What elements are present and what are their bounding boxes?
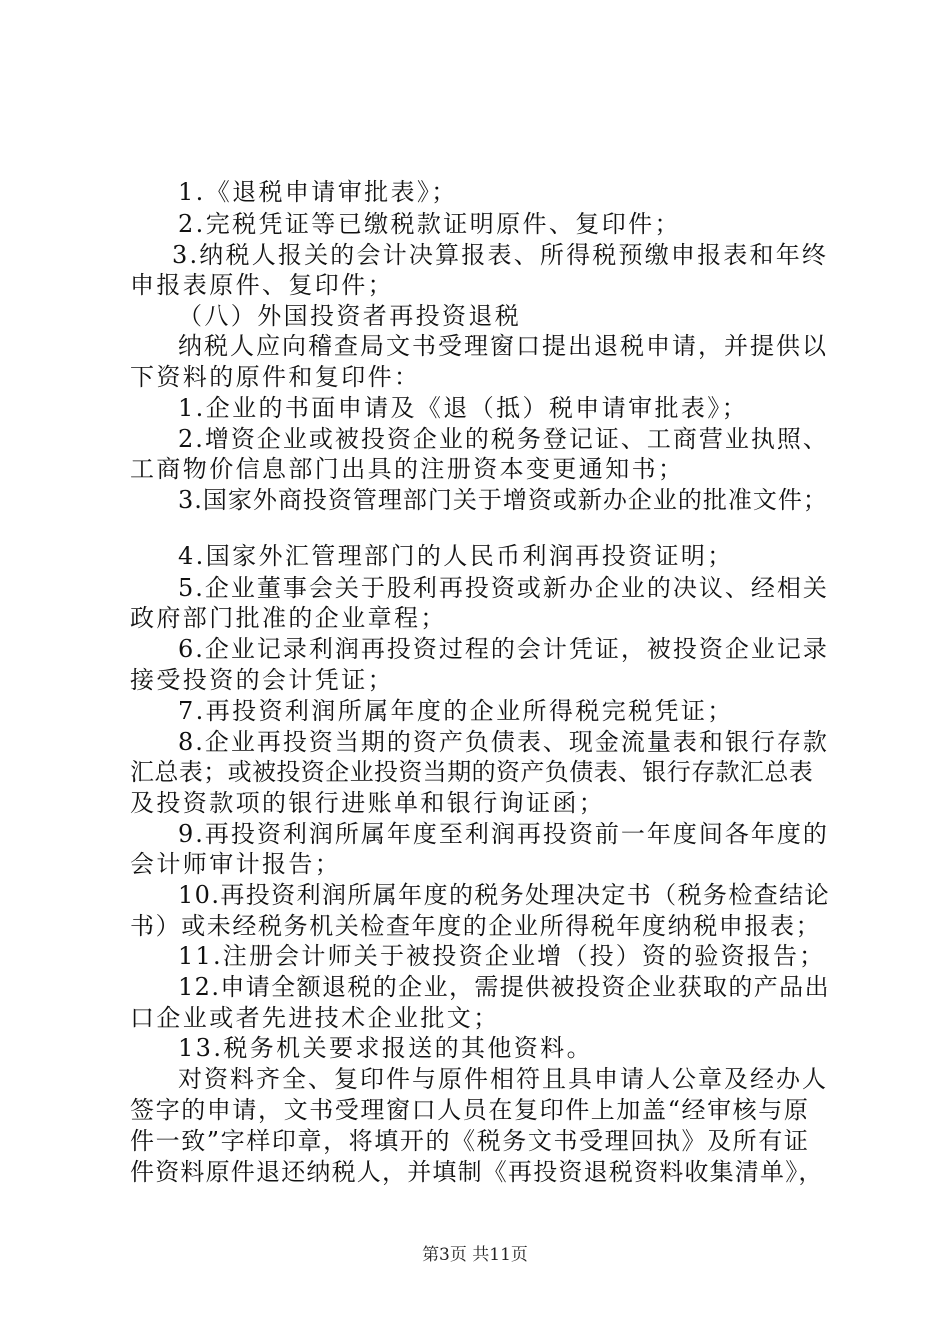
text-line: 2.完税凭证等已缴税款证明原件、复印件； bbox=[178, 210, 681, 238]
text-line: 8.企业再投资当期的资产负债表、现金流量表和银行存款 bbox=[178, 728, 829, 756]
text-line: 件一致”字样印章，将填开的《税务文书受理回执》及所有证 bbox=[130, 1127, 810, 1155]
text-line: 11.注册会计师关于被投资企业增（投）资的验资报告； bbox=[178, 942, 826, 970]
text-line: 下资料的原件和复印件： bbox=[130, 363, 421, 391]
text-line: 10.再投资利润所属年度的税务处理决定书（税务检查结论 bbox=[178, 881, 830, 909]
section-heading: （八）外国投资者再投资退税 bbox=[178, 302, 522, 330]
text-line: 3.国家外商投资管理部门关于增资或新办企业的批准文件； bbox=[178, 486, 828, 514]
text-line: 书）或未经税务机关检查年度的企业所得税年度纳税申报表； bbox=[130, 912, 822, 940]
text-line: 汇总表；或被投资企业投资当期的资产负债表、银行存款汇总表 bbox=[130, 758, 814, 786]
text-line: 政府部门批准的企业章程； bbox=[130, 604, 447, 632]
text-line: 2.增资企业或被投资企业的税务登记证、工商营业执照、 bbox=[178, 425, 829, 453]
text-line: 签字的申请，文书受理窗口人员在复印件上加盖“经审核与原 bbox=[130, 1096, 810, 1124]
text-line: 接受投资的会计凭证； bbox=[130, 666, 394, 694]
text-line: 1.企业的书面申请及《退（抵）税申请审批表》； bbox=[178, 394, 749, 422]
text-line: 12.申请全额退税的企业，需提供被投资企业获取的产品出 bbox=[178, 973, 830, 1001]
text-line: 13.税务机关要求报送的其他资料。 bbox=[178, 1034, 593, 1062]
text-line: 4.国家外汇管理部门的人民币利润再投资证明； bbox=[178, 542, 734, 570]
text-line: 工商物价信息部门出具的注册资本变更通知书； bbox=[130, 455, 685, 483]
text-line: 7.再投资利润所属年度的企业所得税完税凭证； bbox=[178, 697, 734, 725]
page-number-footer: 第3页 共11页 bbox=[422, 1245, 528, 1265]
text-line: 3.纳税人报关的会计决算报表、所得税预缴申报表和年终 bbox=[172, 241, 829, 269]
text-line: 9.再投资利润所属年度至利润再投资前一年度间各年度的 bbox=[178, 820, 829, 848]
text-line: 及投资款项的银行进账单和银行询证函； bbox=[130, 789, 606, 817]
text-line: 口企业或者先进技术企业批文； bbox=[130, 1004, 500, 1032]
text-line: 6.企业记录利润再投资过程的会计凭证，被投资企业记录 bbox=[178, 635, 829, 663]
text-line: 5.企业董事会关于股利再投资或新办企业的决议、经相关 bbox=[178, 574, 829, 602]
text-line: 件资料原件退还纳税人，并填制《再投资退税资料收集清单》， bbox=[130, 1158, 824, 1186]
text-line: 1.《退税申请审批表》； bbox=[178, 178, 458, 206]
text-line: 申报表原件、复印件； bbox=[130, 271, 394, 299]
text-line: 会计师审计报告； bbox=[130, 850, 342, 878]
text-line: 对资料齐全、复印件与原件相符且具申请人公章及经办人 bbox=[178, 1065, 828, 1093]
text-line: 纳税人应向稽查局文书受理窗口提出退税申请，并提供以 bbox=[178, 332, 828, 360]
